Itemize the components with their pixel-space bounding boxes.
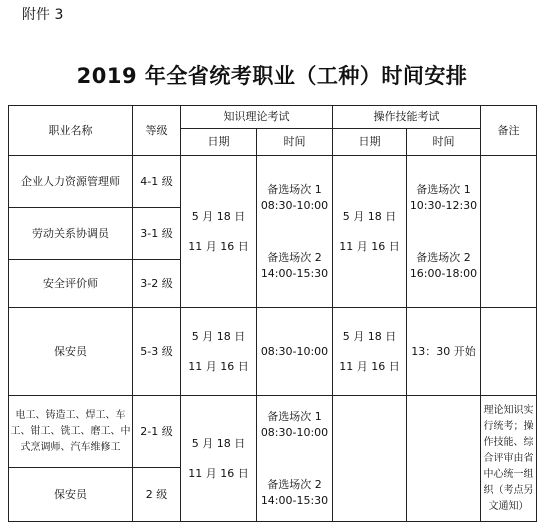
page-title: 2019 年全省统考职业（工种）时间安排 bbox=[76, 64, 468, 88]
header-theory-time: 时间 bbox=[257, 129, 333, 156]
header-note: 备注 bbox=[481, 106, 537, 156]
slot-time: 08:30-10:00 bbox=[260, 425, 329, 439]
schedule-table bbox=[8, 105, 537, 522]
slot-label: 备选场次 2 bbox=[267, 477, 322, 491]
skill-time-cell bbox=[407, 156, 481, 308]
theory-time-cell bbox=[257, 396, 333, 522]
slot-label: 备选场次 2 bbox=[267, 250, 322, 264]
level-cell: 2 级 bbox=[133, 468, 181, 522]
header-skill-time: 时间 bbox=[407, 129, 481, 156]
skill-date-cell bbox=[333, 396, 407, 522]
header-theory: 知识理论考试 bbox=[181, 106, 333, 129]
level-cell: 2-1 级 bbox=[133, 396, 181, 468]
header-skill-date: 日期 bbox=[333, 129, 407, 156]
date-text: 5 月 18 日 bbox=[191, 436, 246, 450]
slot-label: 备选场次 1 bbox=[267, 182, 322, 196]
header-occupation: 职业名称 bbox=[9, 106, 133, 156]
slot-time: 16:00-18:00 bbox=[409, 266, 478, 280]
level-cell: 5-3 级 bbox=[133, 308, 181, 396]
occupation-cell: 保安员 bbox=[9, 308, 133, 396]
date-text: 5 月 18 日 bbox=[342, 209, 397, 223]
theory-date-cell bbox=[181, 156, 257, 308]
date-text: 11 月 16 日 bbox=[339, 359, 400, 373]
date-text: 11 月 16 日 bbox=[188, 239, 249, 253]
slot-time: 10:30-12:30 bbox=[409, 198, 478, 212]
header-theory-date: 日期 bbox=[181, 129, 257, 156]
table-row bbox=[9, 308, 537, 396]
theory-time-cell: 08:30-10:00 bbox=[257, 308, 333, 396]
date-text: 11 月 16 日 bbox=[188, 359, 249, 373]
table-row bbox=[9, 156, 537, 208]
slot-time: 14:00-15:30 bbox=[260, 266, 329, 280]
theory-date-cell bbox=[181, 308, 257, 396]
header-level: 等级 bbox=[133, 106, 181, 156]
date-text: 11 月 16 日 bbox=[339, 239, 400, 253]
slot-time: 14:00-15:30 bbox=[260, 493, 329, 507]
date-text: 5 月 18 日 bbox=[342, 329, 397, 343]
table-row bbox=[9, 396, 537, 468]
level-cell: 4-1 级 bbox=[133, 156, 181, 208]
slot-label: 备选场次 1 bbox=[416, 182, 471, 196]
occupation-cell: 保安员 bbox=[9, 468, 133, 522]
level-cell: 3-2 级 bbox=[133, 260, 181, 308]
note-cell: 理论知识实行统考；操作技能、综合评审由省中心统一组织（考点另文通知） bbox=[481, 396, 537, 522]
skill-time-cell: 13：30 开始 bbox=[407, 308, 481, 396]
skill-date-cell bbox=[333, 308, 407, 396]
note-cell bbox=[481, 156, 537, 308]
theory-date-cell bbox=[181, 396, 257, 522]
occupation-cell: 企业人力资源管理师 bbox=[9, 156, 133, 208]
date-text: 5 月 18 日 bbox=[191, 329, 246, 343]
skill-time-cell bbox=[407, 396, 481, 522]
occupation-cell: 电工、铸造工、焊工、车工、钳工、铣工、磨工、中式烹调师、汽车维修工 bbox=[9, 396, 133, 468]
theory-time-cell bbox=[257, 156, 333, 308]
slot-time: 08:30-10:00 bbox=[260, 198, 329, 212]
date-text: 5 月 18 日 bbox=[191, 209, 246, 223]
skill-date-cell bbox=[333, 156, 407, 308]
slot-label: 备选场次 1 bbox=[267, 409, 322, 423]
header-skill: 操作技能考试 bbox=[333, 106, 481, 129]
slot-label: 备选场次 2 bbox=[416, 250, 471, 264]
note-cell bbox=[481, 308, 537, 396]
level-cell: 3-1 级 bbox=[133, 208, 181, 260]
date-text: 11 月 16 日 bbox=[188, 466, 249, 480]
occupation-cell: 安全评价师 bbox=[9, 260, 133, 308]
occupation-cell: 劳动关系协调员 bbox=[9, 208, 133, 260]
attachment-label: 附件 3 bbox=[22, 7, 64, 23]
